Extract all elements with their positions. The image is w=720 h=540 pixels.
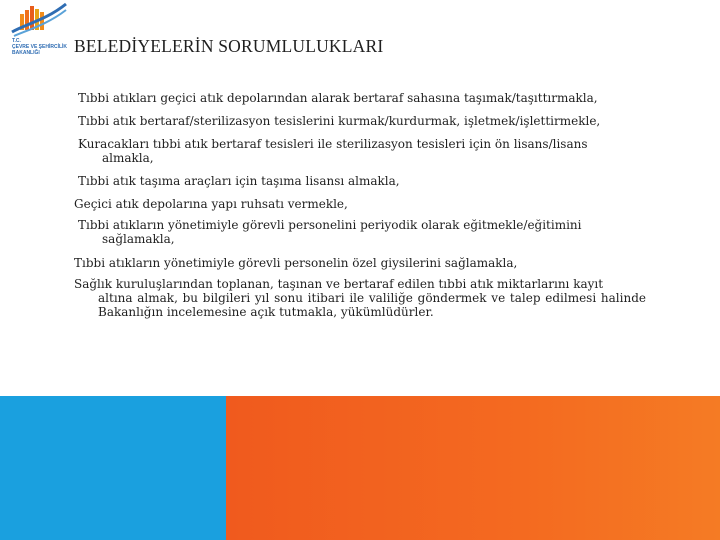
logo-graphic: [6, 2, 68, 42]
list-item: [78, 174, 646, 188]
list-item-continuation: sağlamakla,: [102, 232, 175, 246]
footer-band: [0, 396, 720, 540]
logo-text: [12, 38, 68, 56]
list-item-continuation: altına almak, bu bilgileri yıl sonu itibari ile valiliğe göndermek ve talep edilmesi halinde Bakanlığın incelemesine açık tutmakla, yükümlüdürler.: [98, 291, 646, 319]
list-item-text: Tıbbi atık bertaraf/sterilizasyon tesislerini kurmak/kurdurmak, işletmek/işlettirmekle,: [78, 114, 601, 128]
footer-orange-block: [226, 396, 720, 540]
list-item: [74, 197, 646, 211]
list-item: [78, 91, 648, 105]
list-item-text: Geçici atık depolarına yapı ruhsatı vermekle,: [74, 197, 348, 211]
list-item: [78, 114, 648, 128]
logo-line-1: T.C.: [12, 38, 21, 44]
list-item: [78, 137, 646, 165]
list-item-text: Tıbbi atıkları geçici atık depolarından alarak bertaraf sahasına taşımak/taşıttırmakla,: [78, 91, 598, 105]
list-item: [74, 256, 646, 270]
list-item: [74, 277, 646, 319]
list-item-text: Tıbbi atık taşıma araçları için taşıma lisansı almakla,: [78, 174, 400, 188]
list-item: [78, 218, 646, 246]
list-item-text: Sağlık kuruluşlarından toplanan, taşınan ve bertaraf edilen tıbbi atık miktarlarını kayıt: [74, 277, 604, 291]
list-item-text: Tıbbi atıkların yönetimiyle görevli personelin özel giysilerini sağlamakla,: [74, 256, 518, 270]
footer-blue-block: [0, 396, 226, 540]
page-title: BELEDİYELERİN SORUMLULUKLARI: [74, 36, 384, 56]
list-item-text: Tıbbi atıkların yönetimiyle görevli personelini periyodik olarak eğitmekle/eğitimini: [78, 218, 582, 232]
logo-line-3: BAKANLIĞI: [12, 50, 40, 56]
list-item-continuation: almakla,: [102, 151, 154, 165]
logo-line-2: ÇEVRE VE ŞEHİRCİLİK: [12, 44, 68, 50]
list-item-text: Kuracakları tıbbi atık bertaraf tesisleri ile sterilizasyon tesisleri için ön lisans/lisans: [78, 137, 588, 151]
